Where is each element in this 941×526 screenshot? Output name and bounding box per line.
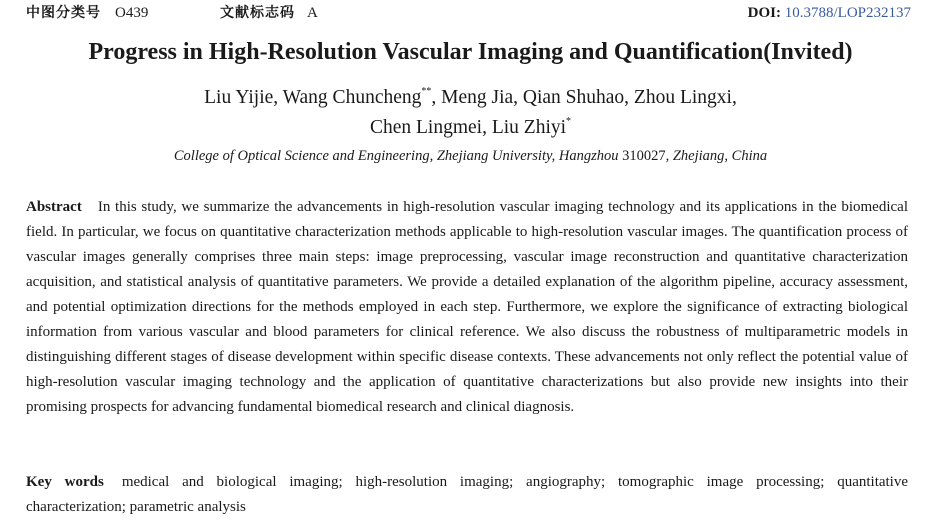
classification-value: O439	[115, 5, 149, 21]
document-code-label: 文献标志码	[220, 5, 295, 21]
keywords-label: Key words	[26, 474, 104, 490]
author-list-line-2	[0, 115, 941, 141]
authors-text: Liu Yijie, Wang Chuncheng	[204, 87, 422, 108]
classification-number	[26, 2, 148, 24]
doi-label: DOI:	[747, 5, 781, 21]
paper-title: Progress in High-Resolution Vascular Imaging and Quantification(Invited)	[88, 39, 853, 65]
corresponding-author-mark: **	[421, 86, 432, 97]
author-list-line-1	[0, 85, 941, 111]
keywords	[26, 470, 908, 520]
doi	[748, 2, 911, 24]
classification-label: 中图分类号	[26, 5, 101, 21]
affiliation-institution: College of Optical Science and Engineering, Zhejiang University, Hangzhou	[173, 148, 619, 164]
abstract	[26, 195, 908, 420]
author-affiliation	[0, 145, 941, 167]
document-code-value: A	[307, 5, 318, 21]
keywords-text: medical and biological imaging; high-resolution imaging; angiography; tomographic image processing; quantitative characterization; parametric analysis	[26, 474, 909, 515]
abstract-text: In this study, we summarize the advancements in high-resolution vascular imaging technology and its applications in the biomedical field. In particular, we focus on quantitative characterization methods applicable to high-resolution vascular images. The quantification process of vascular images generally comprises three main steps: image preprocessing, vascular image reconstruction and quantitative characterization acquisition, and statistical analysis of quantitative parameters. We provide a detailed explanation of the algorithm pipeline, accuracy assessment, and potential optimization directions for the methods employed in each step. Furthermore, we explore the significance of extracting biological information from various vascular and blood parameters for clinical reference. We also discuss the robustness of multiparametric models in distinguishing different stages of disease development within specific disease contexts. These advancements not only reflect the potential value of high-resolution vascular imaging technology and the application of quantitative characterizations but also provide new insights into their promising prospects for advancing fundamental biomedical research and clinical diagnosis.	[26, 199, 908, 415]
affiliation-postcode: 310027	[622, 148, 666, 164]
abstract-label: Abstract	[26, 199, 82, 215]
authors-text: , Meng Jia, Qian Shuhao, Zhou Lingxi,	[431, 87, 737, 108]
article-header	[26, 2, 911, 24]
affiliation-location: , Zhejiang, China	[665, 148, 768, 164]
authors-text: Chen Lingmei, Liu Zhiyi	[369, 117, 567, 138]
corresponding-author-mark: *	[566, 116, 572, 127]
document-code	[220, 2, 318, 24]
doi-link[interactable]: 10.3788/LOP232137	[784, 5, 911, 21]
